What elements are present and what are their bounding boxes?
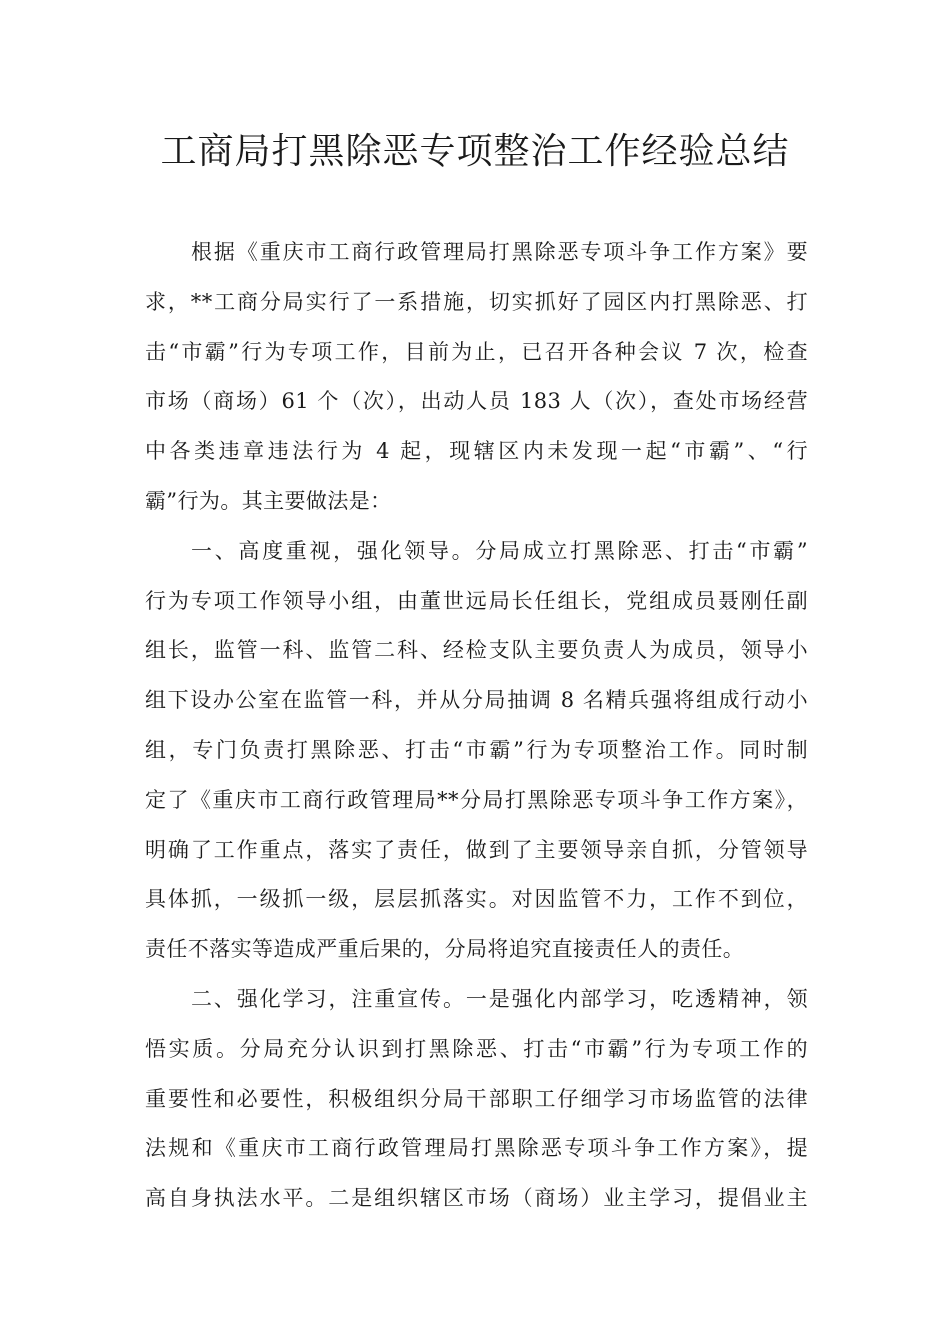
paragraph-line: 法规和《重庆市工商行政管理局打黑除恶专项斗争工作方案》，提 xyxy=(145,1136,808,1161)
paragraph-line: 击“市霸”行为专项工作，目前为止，已召开各种会议 7 次，检查 xyxy=(145,339,808,364)
paragraph-line: 求，**工商分局实行了一系措施，切实抓好了园区内打黑除恶、打 xyxy=(145,289,808,314)
document-body xyxy=(145,228,808,1224)
paragraph-line: 悟实质。分局充分认识到打黑除恶、打击“市霸”行为专项工作的 xyxy=(145,1036,808,1061)
paragraph-line: 中各类违章违法行为 4 起，现辖区内未发现一起“市霸”、“行 xyxy=(145,439,808,464)
paragraph-line: 行为专项工作领导小组，由董世远局长任组长，党组成员聂刚任副 xyxy=(145,588,808,613)
paragraph-line: 明确了工作重点，落实了责任，做到了主要领导亲自抓，分管领导 xyxy=(145,837,808,862)
paragraph-line: 一、高度重视，强化领导。分局成立打黑除恶、打击“市霸” xyxy=(191,538,808,563)
paragraph-line: 定了《重庆市工商行政管理局**分局打黑除恶专项斗争工作方案》， xyxy=(145,787,808,812)
paragraph-line: 组，专门负责打黑除恶、打击“市霸”行为专项整治工作。同时制 xyxy=(145,737,808,762)
paragraph-line: 霸”行为。其主要做法是： xyxy=(145,488,392,513)
paragraph-line: 重要性和必要性，积极组织分局干部职工仔细学习市场监管的法律 xyxy=(145,1086,808,1111)
paragraph-line: 高自身执法水平。二是组织辖区市场（商场）业主学习，提倡业主 xyxy=(145,1186,808,1211)
document-title: 工商局打黑除恶专项整治工作经验总结 xyxy=(160,131,790,172)
paragraph-line: 具体抓，一级抓一级，层层抓落实。对因监管不力，工作不到位， xyxy=(145,887,808,912)
paragraph-line: 市场（商场）61 个（次），出动人员 183 人（次），查处市场经营 xyxy=(145,389,808,414)
paragraph-line: 责任不落实等造成严重后果的，分局将追究直接责任人的责任。 xyxy=(145,937,745,962)
paragraph-line: 组下设办公室在监管一科，并从分局抽调 8 名精兵强将组成行动小 xyxy=(145,688,808,713)
paragraph-line: 根据《重庆市工商行政管理局打黑除恶专项斗争工作方案》要 xyxy=(191,240,808,264)
paragraph-line: 二、强化学习，注重宣传。一是强化内部学习，吃透精神，领 xyxy=(191,986,808,1011)
paragraph-line: 组长，监管一科、监管二科、经检支队主要负责人为成员，领导小 xyxy=(145,638,808,663)
